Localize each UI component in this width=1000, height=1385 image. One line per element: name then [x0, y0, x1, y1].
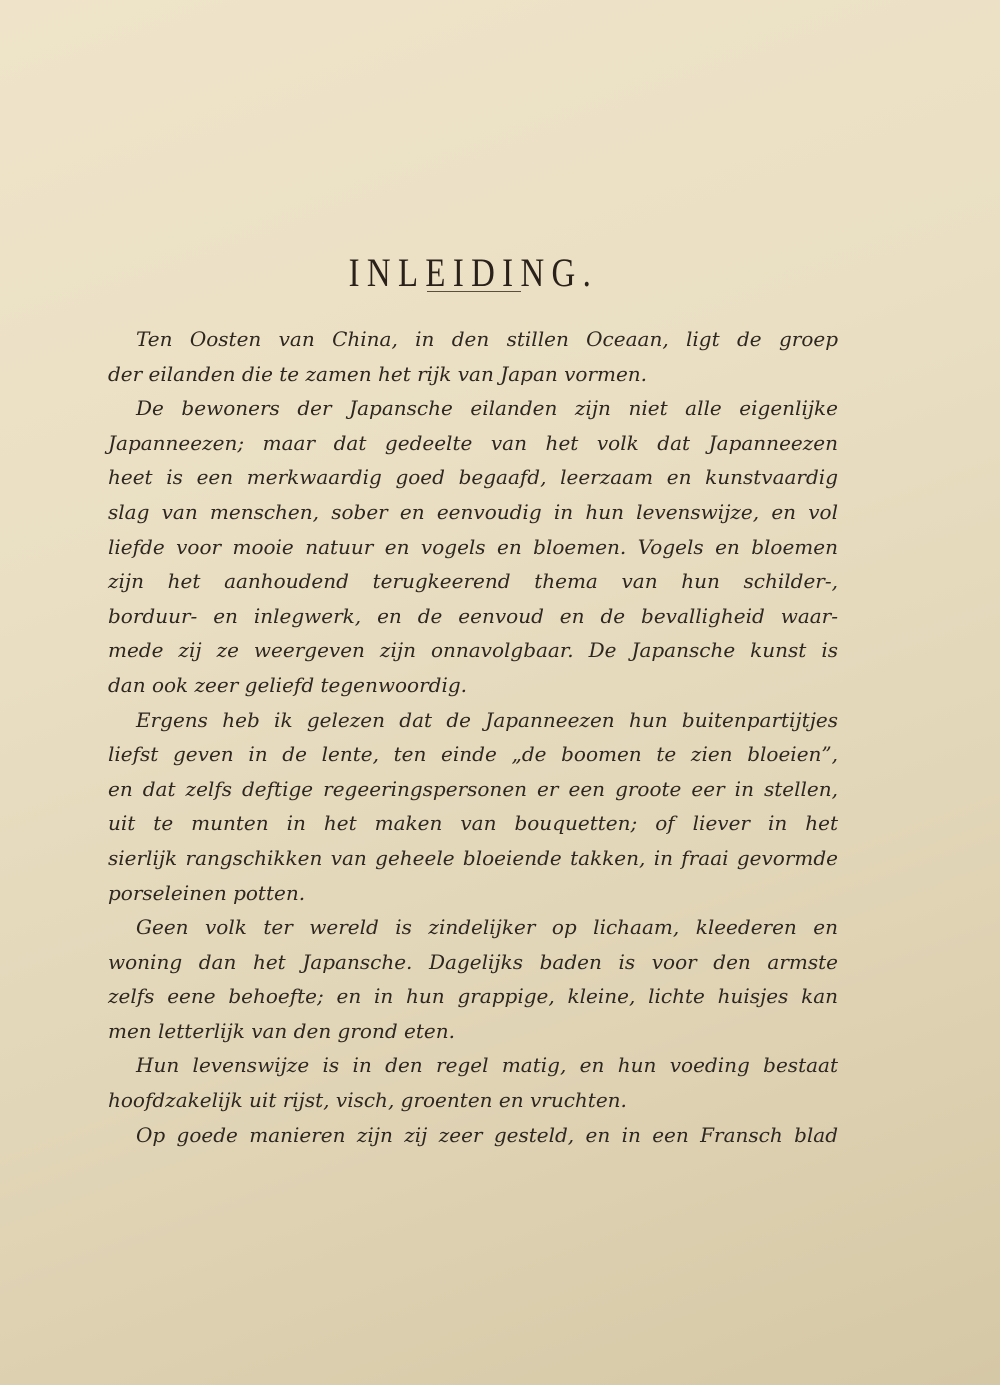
- line-text: zelfs eene behoefte; en in hun grappige, kleine, lichte huisjes kan: [108, 984, 838, 1009]
- line-text: liefst geven in de lente, ten einde „de boomen te zien bloeien”,: [108, 742, 838, 767]
- line-text: Ten Oosten van China, in den stillen Oceaan, ligt de groep: [136, 327, 838, 351]
- line-text: uit te munten in het maken van bouquetten; of liever in het: [108, 811, 838, 836]
- text-line: [108, 910, 838, 945]
- line-text: en dat zelfs deftige regeeringspersonen er een groote eer in stellen,: [108, 776, 838, 801]
- text-line: [108, 495, 838, 530]
- text-line: [108, 426, 838, 461]
- line-text: liefde voor mooie natuur en vogels en bloemen. Vogels en bloemen: [108, 534, 838, 559]
- text-line: [108, 599, 838, 634]
- paragraph: [108, 1118, 838, 1153]
- chapter-title: INLEIDING.: [348, 249, 599, 295]
- text-line: [108, 772, 838, 807]
- line-text: Geen volk ter wereld is zindelijker op lichaam, kleederen en: [136, 915, 838, 940]
- text-line: [108, 876, 838, 911]
- line-text: men letterlijk van den grond eten.: [108, 1018, 455, 1043]
- text-line: [108, 322, 838, 357]
- line-text: dan ook zeer geliefd tegenwoordig.: [108, 672, 467, 697]
- line-text: hoofdzakelijk uit rijst, visch, groenten en vruchten.: [108, 1088, 627, 1113]
- text-line: [108, 806, 838, 841]
- text-line: [108, 1014, 838, 1049]
- paragraph: [108, 391, 838, 702]
- text-line: [108, 979, 838, 1014]
- line-text: De bewoners der Japansche eilanden zijn niet alle eigenlijke: [136, 396, 838, 421]
- text-line: [108, 1048, 838, 1083]
- text-line: [108, 1083, 838, 1118]
- chapter-body: [108, 322, 838, 1152]
- text-line: [108, 357, 838, 392]
- text-line: [108, 391, 838, 426]
- line-text: borduur- en inlegwerk, en de eenvoud en de bevalligheid waar-: [108, 603, 838, 628]
- title-divider-rule: [427, 291, 521, 292]
- line-text: Op goede manieren zijn zij zeer gesteld, en in een Fransch blad: [136, 1122, 838, 1147]
- text-line: [108, 945, 838, 980]
- text-line: [108, 564, 838, 599]
- text-line: [108, 633, 838, 668]
- line-text: slag van menschen, sober en eenvoudig in hun levenswijze, en vol: [108, 499, 838, 524]
- line-text: der eilanden die te zamen het rijk van Japan vormen.: [108, 361, 648, 386]
- text-line: [108, 1118, 838, 1153]
- paragraph: [108, 910, 838, 1048]
- paragraph: [108, 703, 838, 911]
- paragraph: [108, 322, 838, 391]
- paragraph: [108, 1048, 838, 1117]
- text-line: [108, 668, 838, 703]
- line-text: zijn het aanhoudend terugkeerend thema van hun schilder-,: [108, 569, 838, 594]
- line-text: sierlijk rangschikken van geheele bloeiende takken, in fraai gevormde: [108, 845, 838, 870]
- text-line: [108, 460, 838, 495]
- line-text: Hun levenswijze is in den regel matig, en hun voeding bestaat: [136, 1053, 838, 1078]
- line-text: Ergens heb ik gelezen dat de Japanneezen hun buitenpartijtjes: [136, 707, 838, 732]
- text-line: [108, 530, 838, 565]
- text-line: [108, 841, 838, 876]
- line-text: woning dan het Japansche. Dagelijks baden is voor den armste: [108, 949, 838, 974]
- text-line: [108, 737, 838, 772]
- line-text: Japanneezen; maar dat gedeelte van het volk dat Japanneezen: [108, 430, 838, 455]
- line-text: mede zij ze weergeven zijn onnavolgbaar. De Japansche kunst is: [108, 638, 838, 663]
- text-line: [108, 703, 838, 738]
- line-text: heet is een merkwaardig goed begaafd, leerzaam en kunstvaardig: [108, 465, 838, 490]
- line-text: porseleinen potten.: [108, 880, 306, 905]
